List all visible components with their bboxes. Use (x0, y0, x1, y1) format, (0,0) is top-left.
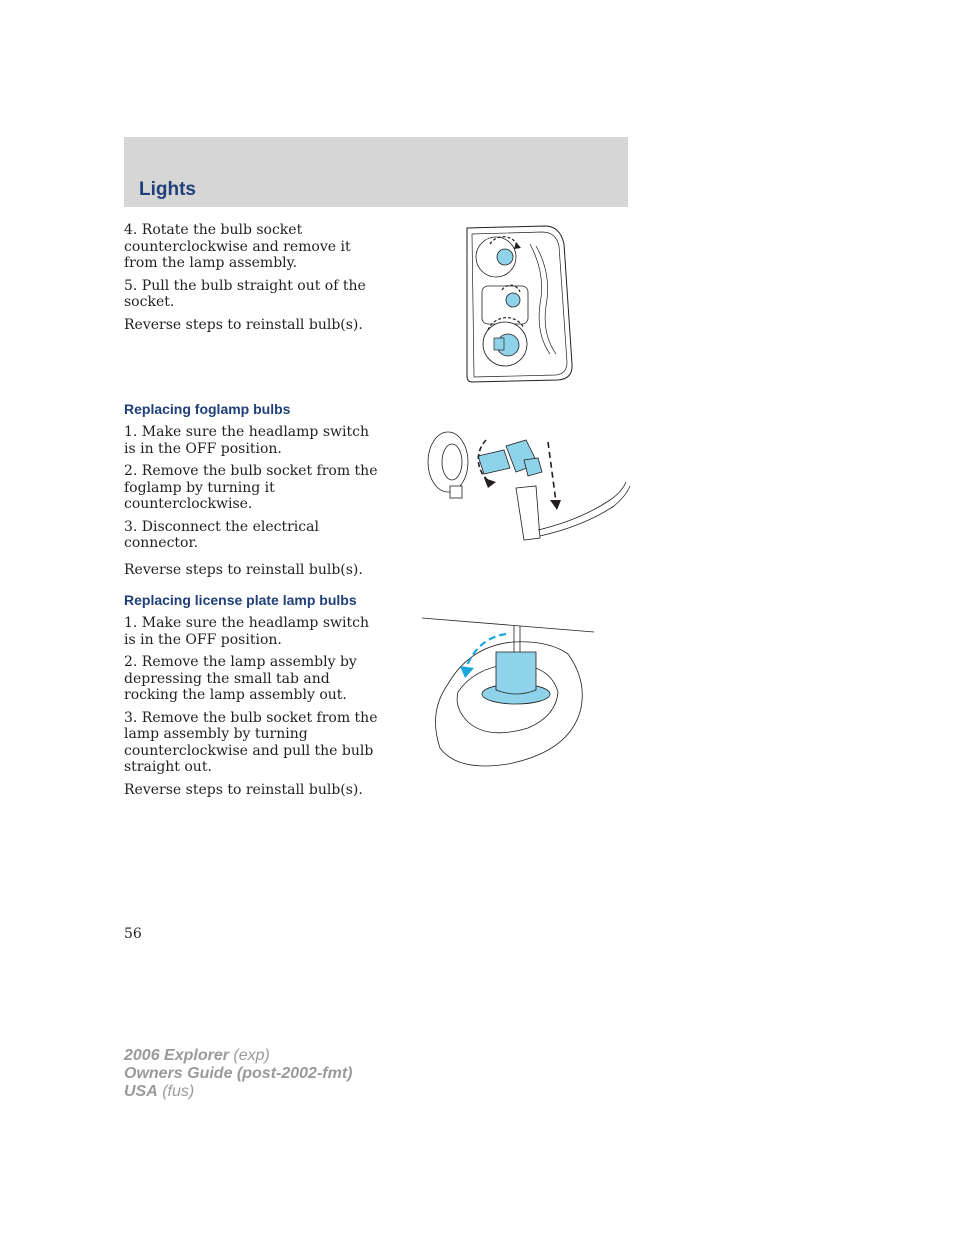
license-step-1: 1. Make sure the headlamp switch is in the OFF position. (124, 615, 369, 648)
footer-line-3: USA (fus) (124, 1083, 195, 1100)
foglamp-instructions (124, 401, 384, 584)
foglamp-illustration (420, 420, 630, 545)
license-plate-lamp-illustration (418, 612, 598, 774)
foglamp-step-1: 1. Make sure the headlamp switch is in the OFF position. (124, 424, 369, 457)
section-header-band (124, 137, 628, 207)
tail-lamp-illustration (460, 224, 580, 384)
license-reverse-note: Reverse steps to reinstall bulb(s). (124, 781, 363, 798)
footer-line-2: Owners Guide (post-2002-fmt) (124, 1065, 353, 1082)
license-step-2: 2. Remove the lamp assembly by depressing the small tab and rocking the lamp assembly out. (124, 654, 357, 703)
license-heading: Replacing license plate lamp bulbs (124, 592, 357, 608)
page-number: 56 (124, 926, 142, 942)
document-footer (124, 1047, 352, 1101)
foglamp-step-2: 2. Remove the bulb socket from the foglamp by turning it counterclockwise. (124, 463, 378, 512)
tail-lamp-instructions (124, 222, 384, 339)
footer-line-1: 2006 Explorer (exp) (124, 1047, 270, 1064)
reverse-note: Reverse steps to reinstall bulb(s). (124, 316, 363, 333)
foglamp-reverse-note: Reverse steps to reinstall bulb(s). (124, 561, 363, 578)
license-plate-instructions (124, 592, 384, 804)
license-step-3: 3. Remove the bulb socket from the lamp assembly by turning counterclockwise and pull the bulb straight out. (124, 709, 378, 775)
step-5: 5. Pull the bulb straight out of the socket. (124, 277, 366, 310)
step-4: 4. Rotate the bulb socket counterclockwise and remove it from the lamp assembly. (124, 222, 351, 271)
foglamp-step-3: 3. Disconnect the electrical connector. (124, 518, 319, 551)
section-title: Lights (139, 179, 196, 200)
foglamp-heading: Replacing foglamp bulbs (124, 401, 291, 417)
